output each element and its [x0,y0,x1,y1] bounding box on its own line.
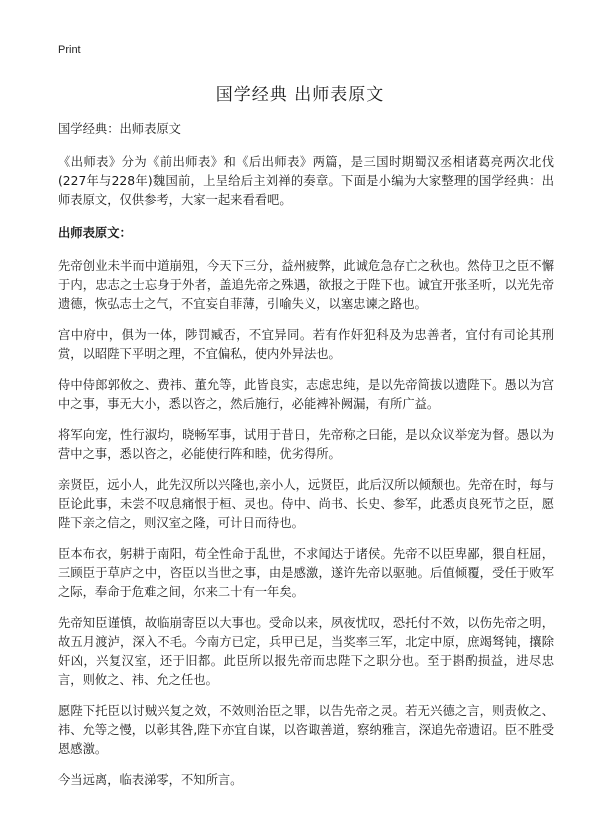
page-title: 国学经典 出师表原文 [215,85,385,105]
paragraph-5: 亲贤臣，远小人，此先汉所以兴隆也,亲小人，远贤臣，此后汉所以倾颓也。先帝在时，每与臣论此事，未尝不叹息痛恨于桓、灵也。侍中、尚书、长史、参军，此悉贞良死节之臣，愿陛下亲之信之，则汉室之隆，可计日而待也。 [58,478,554,530]
paragraph-7: 先帝知臣谨慎，故临崩寄臣以大事也。受命以来，夙夜忧叹，恐托付不效，以伤先帝之明，故五月渡泸，深入不毛。今南方已定，兵甲已足，当奖率三军，北定中原，庶竭驽钝，攘除奸凶，兴复汉室，还于旧都。此臣所以报先帝而忠陛下之职分也。至于斟酌损益，进尽忠言，则攸之、祎、允之任也。 [58,616,554,687]
paragraph-8: 愿陛下托臣以讨贼兴复之效，不效则治臣之罪，以告先帝之灵。若无兴德之言，则责攸之、祎、允等之慢，以彰其咎,陛下亦宜自谋，以咨诹善道，察纳雅言，深追先帝遗诏。臣不胜受恩感激。 [58,704,554,756]
paragraph-9: 今当远离，临表涕零，不知所言。 [58,773,243,787]
article-subtitle: 国学经典：出师表原文 [58,122,181,136]
print-link[interactable]: Print [58,44,81,56]
paragraph-3: 侍中侍郎郭攸之、费祎、董允等，此皆良实，志虑忠纯，是以先帝简拔以遗陛下。愚以为宫中之事，事无大小，悉以咨之，然后施行，必能裨补阙漏，有所广益。 [58,378,554,411]
paragraph-1: 先帝创业未半而中道崩殂，今天下三分，益州疲弊，此诚危急存亡之秋也。然侍卫之臣不懈于内，忠志之士忘身于外者，盖追先帝之殊遇，欲报之于陛下也。诚宜开张圣听，以光先帝遗德，恢弘志士之气，不宜妄自菲薄，引喻失义，以塞忠谏之路也。 [58,259,554,311]
paragraph-2: 宫中府中，俱为一体，陟罚臧否，不宜异同。若有作奸犯科及为忠善者，宜付有司论其刑赏，以昭陛下平明之理，不宜偏私，使内外异法也。 [58,328,554,361]
section-heading: 出师表原文： [58,226,132,240]
paragraph-6: 臣本布衣，躬耕于南阳，苟全性命于乱世，不求闻达于诸侯。先帝不以臣卑鄙，猥自枉屈，三顾臣于草庐之中，咨臣以当世之事，由是感激，遂许先帝以驱驰。后值倾覆，受任于败军之际，奉命于危难之间，尔来二十有一年矣。 [58,547,554,599]
paragraph-4: 将军向宠，性行淑均，晓畅军事，试用于昔日，先帝称之曰能，是以众议举宠为督。愚以为营中之事，悉以咨之，必能使行阵和睦，优劣得所。 [58,428,554,461]
intro-paragraph: 《出师表》分为《前出师表》和《后出师表》两篇，是三国时期蜀汉丞相诸葛亮两次北伐(227年与228年)魏国前，上呈给后主刘禅的奏章。下面是小编为大家整理的国学经典：出师表原文，仅供参考，大家一起来看看吧。 [58,155,554,207]
article-body [58,120,554,790]
